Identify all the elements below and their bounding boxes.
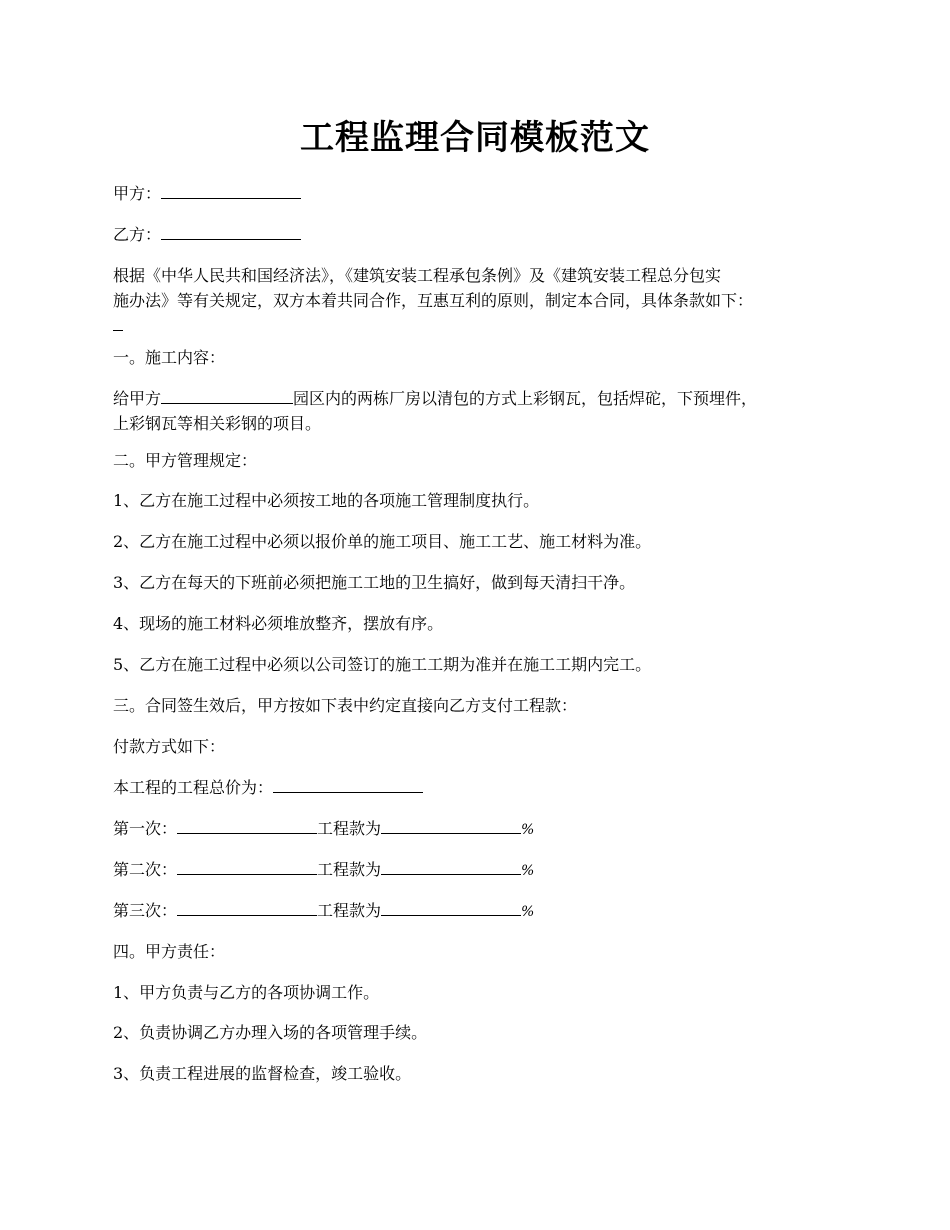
installment-amount-blank [177, 899, 317, 916]
percent-sign: % [521, 904, 535, 920]
installment-amount-blank [177, 858, 317, 875]
rule-item: 5、乙方在施工过程中必须以公司签订的施工工期为准并在施工工期内完工。 [113, 655, 652, 674]
intro-line-1: 根据《中华人民共和国经济法》，《建筑安装工程承包条例》及《建筑安装工程总分包实 [113, 266, 722, 285]
installment-middle: 工程款为 [317, 860, 382, 879]
party-a-blank [161, 182, 301, 199]
section-4-heading: 四。甲方责任： [113, 942, 226, 961]
responsibility-item: 1、甲方负责与乙方的各项协调工作。 [113, 983, 380, 1002]
installment-middle: 工程款为 [317, 819, 382, 838]
installment-percent-blank [381, 817, 521, 834]
installment-middle: 工程款为 [317, 901, 382, 920]
site-name-blank [161, 387, 293, 404]
section-2-heading: 二。甲方管理规定： [113, 451, 258, 470]
total-price-line [113, 776, 853, 800]
section-1-line-2: 上彩钢瓦等相关彩钢的项目。 [113, 414, 322, 433]
party-a-line [113, 182, 853, 206]
intro-paragraph [113, 263, 848, 338]
total-price-blank [273, 776, 423, 793]
installment-percent-blank [381, 858, 521, 875]
installment-label: 第一次： [113, 819, 178, 838]
payment-method-label: 付款方式如下： [113, 737, 226, 756]
installment-amount-blank [177, 817, 317, 834]
rule-item: 1、乙方在施工过程中必须按工地的各项施工管理制度执行。 [113, 491, 540, 510]
installment-percent-blank [381, 899, 521, 916]
percent-sign: % [521, 822, 535, 838]
intro-trailing-blank [113, 313, 848, 338]
section-1-suffix: 园区内的两栋厂房以清包的方式上彩钢瓦，包括焊砣，下预埋件， [293, 389, 758, 408]
section-1-heading: 一。施工内容： [113, 348, 226, 367]
installment-row [113, 899, 853, 924]
responsibility-item: 2、负责协调乙方办理入场的各项管理手续。 [113, 1023, 428, 1042]
document-title: 工程监理合同模板范文 [300, 118, 650, 158]
section-1-prefix: 给甲方 [113, 389, 162, 408]
installment-row [113, 858, 853, 883]
section-3-heading: 三。合同签生效后，甲方按如下表中约定直接向乙方支付工程款： [113, 696, 578, 715]
installment-label: 第三次： [113, 901, 178, 920]
section-1-paragraph [113, 386, 848, 436]
installment-label: 第二次： [113, 860, 178, 879]
party-b-line [113, 223, 853, 247]
percent-sign: % [521, 863, 535, 879]
party-b-label: 乙方： [113, 225, 162, 244]
total-price-label: 本工程的工程总价为： [113, 778, 274, 797]
party-b-blank [161, 223, 301, 240]
rule-item: 3、乙方在每天的下班前必须把施工工地的卫生搞好，做到每天清扫干净。 [113, 573, 636, 592]
rule-item: 2、乙方在施工过程中必须以报价单的施工项目、施工工艺、施工材料为准。 [113, 532, 652, 551]
intro-line-2: 施办法》等有关规定，双方本着共同合作，互惠互利的原则，制定本合同，具体条款如下： [113, 291, 754, 310]
section-1-line-1 [113, 386, 848, 411]
party-a-label: 甲方： [113, 184, 162, 203]
rule-item: 4、现场的施工材料必须堆放整齐，摆放有序。 [113, 614, 444, 633]
responsibility-item: 3、负责工程进展的监督检查，竣工验收。 [113, 1064, 412, 1083]
installment-row [113, 817, 853, 842]
